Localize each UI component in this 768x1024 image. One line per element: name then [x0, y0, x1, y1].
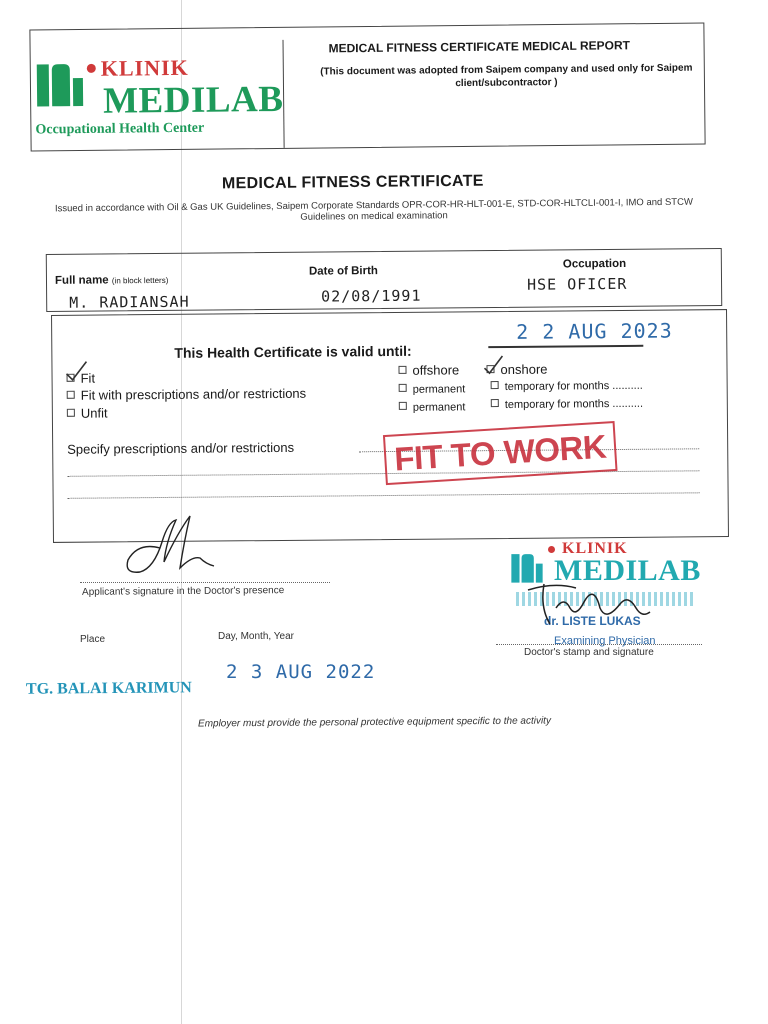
- restrictions-label: Specify prescriptions and/or restrictions: [67, 439, 295, 457]
- logo-medilab-text: MEDILAB: [102, 78, 284, 122]
- onshore-check-mark-icon: [482, 354, 510, 378]
- stamp-klinik-text: KLINIK: [562, 540, 628, 557]
- place-stamp: TG. BALAI KARIMUN: [25, 679, 192, 698]
- dob-value: 02/08/1991: [321, 286, 422, 306]
- logo-dot-icon: [87, 64, 96, 73]
- offshore-option: offshore: [398, 362, 459, 378]
- logo-klinik-text: KLINIK: [100, 54, 189, 81]
- report-title: MEDICAL FITNESS CERTIFICATE MEDICAL REPORT: [328, 38, 630, 56]
- offshore-permanent-checkbox: [399, 384, 407, 392]
- onshore-permanent-checkbox: [399, 402, 407, 410]
- onshore-temporary-checkbox: [491, 399, 499, 407]
- doctor-stamp: [510, 540, 720, 650]
- place-label: Place: [80, 634, 106, 645]
- unfit-option: Unfit: [67, 405, 108, 420]
- full-name-value: M. RADIANSAH: [69, 292, 190, 312]
- onshore-temporary-option: temporary for months ..........: [491, 398, 643, 411]
- full-name-hint: (in block letters): [111, 275, 169, 286]
- medilab-m-logo-icon: [35, 58, 86, 109]
- issued-statement: Issued in accordance with Oil & Gas UK Guidelines, Saipem Corporate Standards OPR-COR-HR-HLT-001-E, STD-COR-HLTCLI-001-I, IMO and STCW Guidelines on medical examination: [54, 196, 693, 223]
- onshore-permanent-option: permanent: [399, 401, 466, 414]
- occupation-value: HSE OFICER: [526, 274, 628, 294]
- full-name-label: Full name (in block letters): [54, 274, 169, 287]
- offshore-temporary-option: temporary for months ..........: [491, 380, 643, 393]
- issue-date-stamp: 2 3 AUG 2022: [226, 661, 376, 683]
- stamp-medilab-text: MEDILAB: [554, 554, 701, 587]
- fit-option: Fit: [67, 371, 96, 386]
- offshore-permanent-option: permanent: [399, 383, 466, 396]
- applicant-signature-caption: Applicant's signature in the Doctor's presence: [81, 585, 285, 598]
- fit-with-restrictions-option: Fit with prescriptions and/or restrictions: [67, 386, 307, 403]
- date-label: Day, Month, Year: [218, 631, 294, 642]
- stamp-dot-icon: [548, 546, 555, 553]
- applicant-signature-icon: [118, 512, 218, 582]
- occupation-label: Occupation: [562, 257, 627, 271]
- certificate-header: [29, 22, 705, 151]
- offshore-checkbox: [398, 366, 406, 374]
- doctor-role: Examining Physician: [554, 635, 656, 647]
- fitness-details-box: [51, 309, 729, 543]
- onshore-option: onshore: [486, 362, 547, 378]
- doctor-stamp-caption: Doctor's stamp and signature: [524, 647, 654, 658]
- restrictions-line-3: [68, 492, 700, 499]
- valid-until-line: [488, 345, 643, 348]
- doctor-name: dr. LISTE LUKAS: [544, 614, 641, 628]
- personal-details-box: [46, 248, 722, 312]
- offshore-temporary-checkbox: [491, 381, 499, 389]
- doctor-signature-icon: [524, 578, 654, 628]
- valid-until-date-stamp: 2 2 AUG 2023: [516, 318, 673, 344]
- fit-restrictions-checkbox: [67, 391, 75, 399]
- page-title: MEDICAL FITNESS CERTIFICATE: [221, 172, 484, 193]
- dob-label: Date of Birth: [308, 265, 378, 278]
- clinic-logo: [31, 40, 285, 151]
- fit-to-work-stamp: FIT TO WORK: [383, 421, 618, 485]
- unfit-checkbox: [67, 409, 75, 417]
- fit-check-mark-icon: [64, 360, 92, 384]
- doctor-signature-line: [496, 644, 702, 645]
- report-note: (This document was adopted from Saipem company and used only for Saipem client/subcontractor ): [320, 62, 693, 90]
- valid-until-label: This Health Certificate is valid until:: [174, 342, 412, 361]
- employer-note: Employer must provide the personal protective equipment specific to the activity: [197, 715, 551, 730]
- logo-subtitle: Occupational Health Center: [35, 120, 205, 138]
- applicant-signature-line: [80, 582, 330, 583]
